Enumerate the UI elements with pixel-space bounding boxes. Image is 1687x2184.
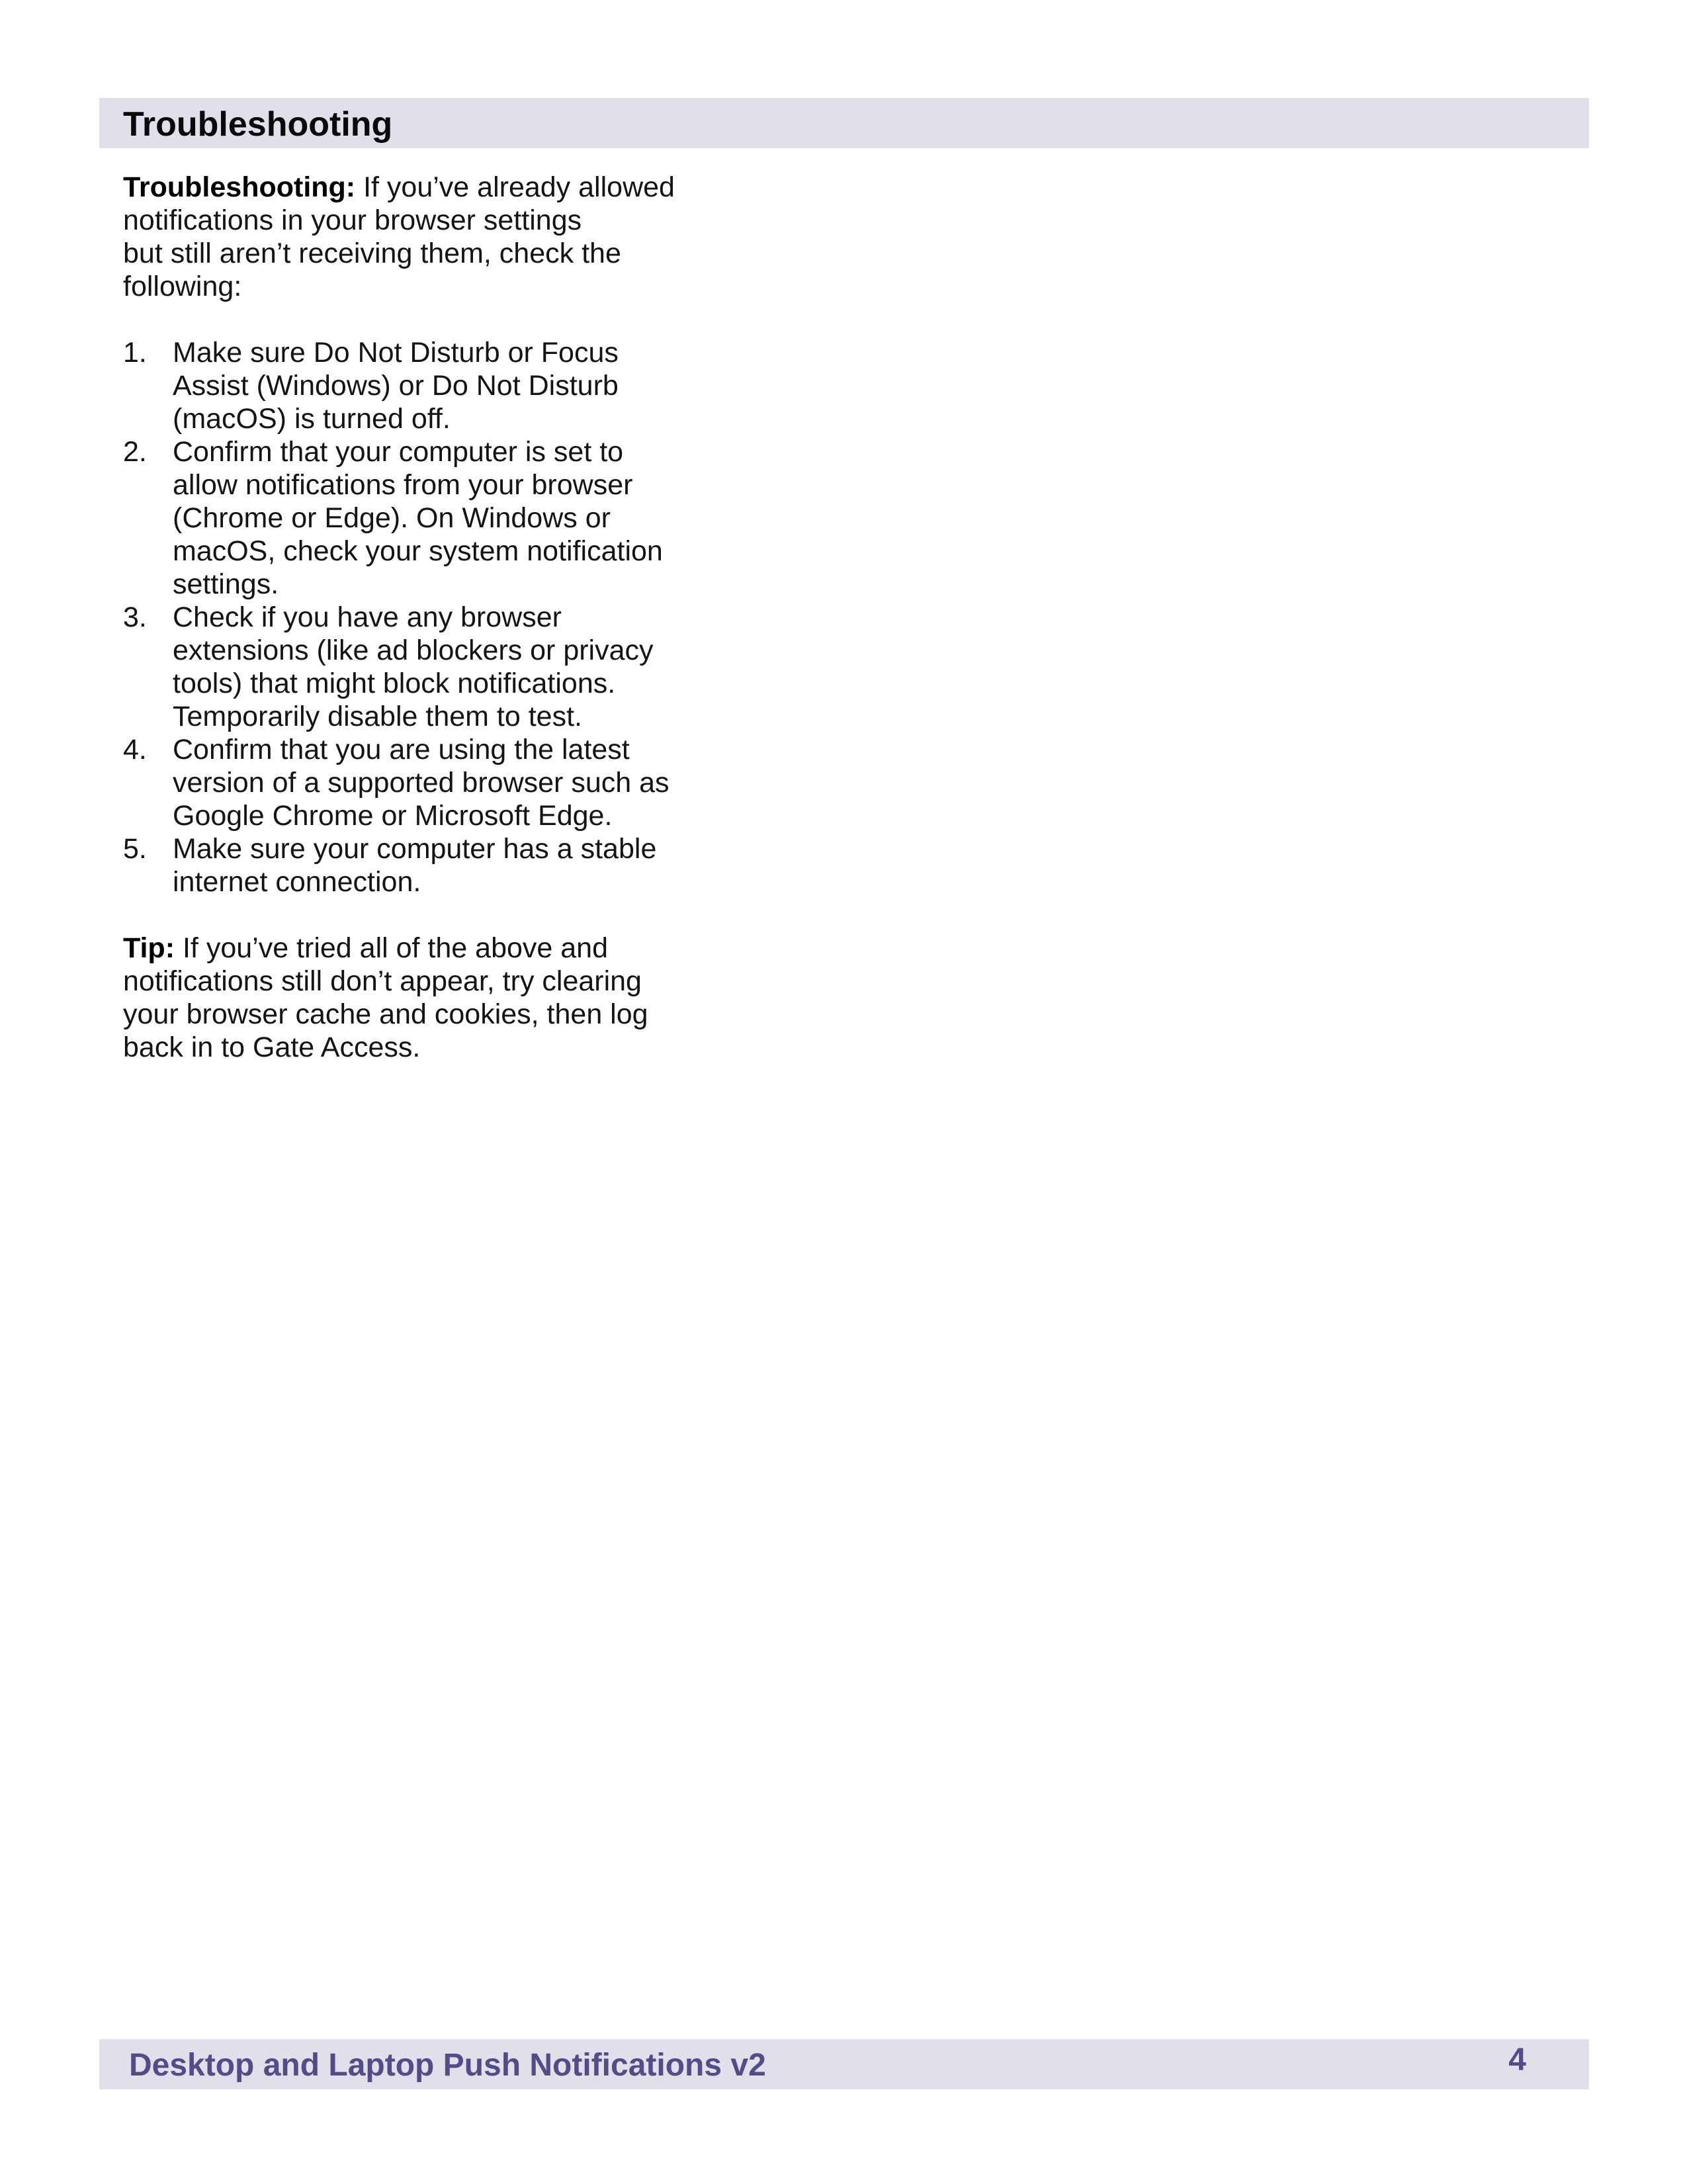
step-line: Make sure your computer has a stable (173, 833, 657, 865)
step-text (173, 336, 718, 435)
list-item (123, 435, 718, 601)
footer-bar (99, 2039, 1589, 2089)
intro-label: Troubleshooting: (123, 171, 356, 203)
intro-paragraph (123, 171, 718, 303)
step-line: version of a supported browser such as (173, 767, 670, 799)
section-header (99, 98, 1589, 148)
step-text (173, 601, 718, 733)
footer-title: Desktop and Laptop Push Notifications v2 (129, 2048, 766, 2083)
step-line: extensions (like ad blockers or privacy (173, 634, 654, 666)
list-item (123, 733, 718, 832)
tip-label: Tip: (123, 932, 175, 964)
step-line: allow notifications from your browser (173, 469, 633, 501)
step-line: tools) that might block notifications. (173, 668, 616, 699)
step-line: Check if you have any browser (173, 601, 562, 633)
step-text (173, 733, 718, 832)
intro-text-line: notifications in your browser settings (123, 204, 582, 236)
section-title: Troubleshooting (123, 105, 393, 144)
tip-text-line: notifications still don’t appear, try clearing (123, 965, 642, 997)
step-line: macOS, check your system notification (173, 535, 663, 567)
steps-list (123, 336, 718, 898)
list-item (123, 601, 718, 733)
step-number: 1. (123, 337, 147, 369)
step-number: 3. (123, 601, 147, 633)
list-item (123, 336, 718, 435)
tip-text-line: your browser cache and cookies, then log (123, 998, 648, 1030)
tip-paragraph (123, 932, 718, 1064)
step-text (173, 435, 718, 601)
step-line: Make sure Do Not Disturb or Focus (173, 337, 619, 369)
step-line: Confirm that you are using the latest (173, 734, 630, 765)
step-line: (Chrome or Edge). On Windows or (173, 502, 611, 534)
step-line: Google Chrome or Microsoft Edge. (173, 800, 613, 832)
intro-text-line: following: (123, 271, 242, 302)
tip-text-line: back in to Gate Access. (123, 1031, 421, 1063)
page-number: 4 (1508, 2042, 1526, 2077)
tip-text-line: If you’ve tried all of the above and (175, 932, 609, 964)
step-line: Temporarily disable them to test. (173, 701, 582, 732)
step-line: Confirm that your computer is set to (173, 436, 624, 468)
step-number: 4. (123, 734, 147, 765)
intro-text-line: but still aren’t receiving them, check the (123, 238, 621, 269)
step-line: internet connection. (173, 866, 421, 898)
step-number: 5. (123, 833, 147, 865)
list-item (123, 832, 718, 898)
step-line: Assist (Windows) or Do Not Disturb (173, 370, 619, 402)
step-text (173, 832, 718, 898)
step-number: 2. (123, 436, 147, 468)
step-line: (macOS) is turned off. (173, 403, 451, 435)
intro-text-line: If you’ve already allowed (355, 171, 675, 203)
content-body (123, 171, 718, 1064)
step-line: settings. (173, 568, 279, 600)
